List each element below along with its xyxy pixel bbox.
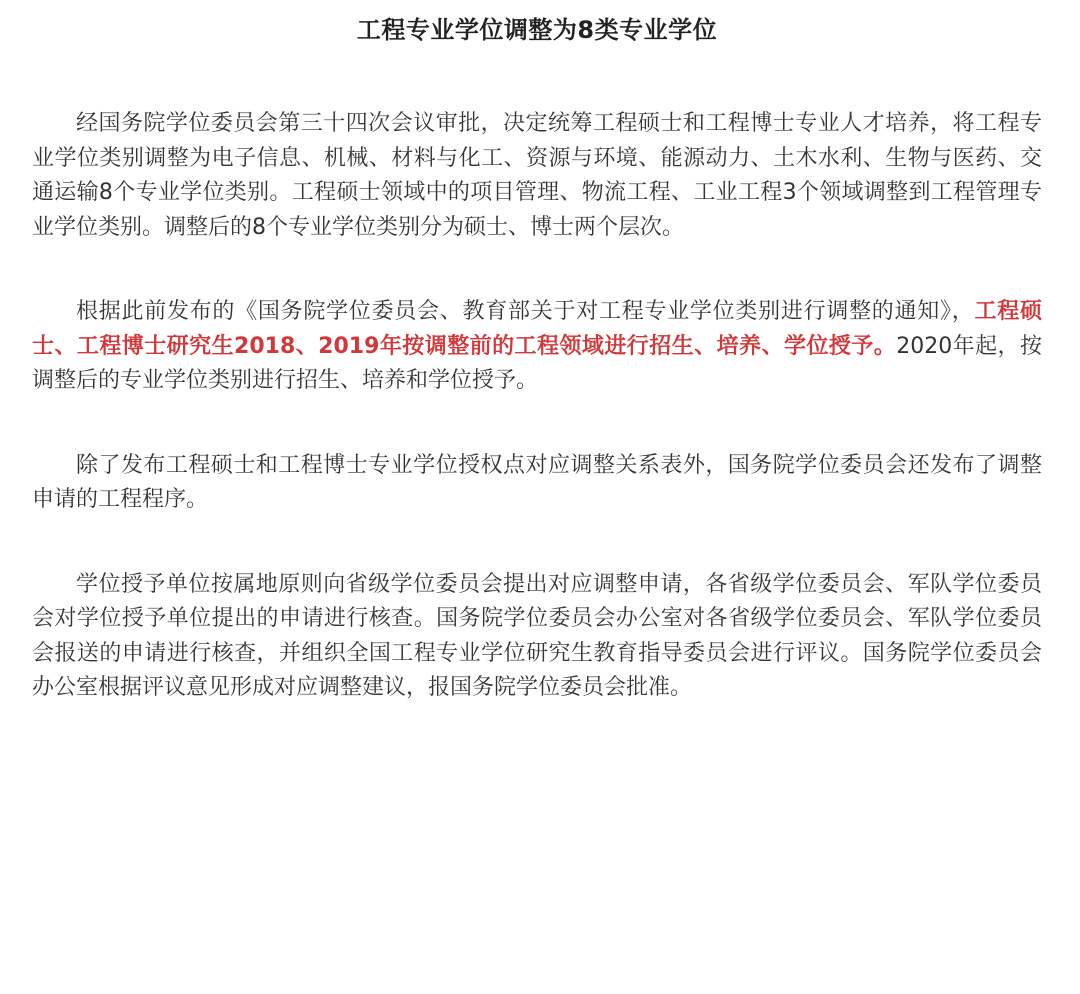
paragraph-4: 学位授予单位按属地原则向省级学位委员会提出对应调整申请，各省级学位委员会、军队学位委员会对学位授予单位提出的申请进行核查。国务院学位委员会办公室对各省级学位委员会、军队学位委员会报送的申请进行核查，并组织全国工程专业学位研究生教育指导委员会进行评议。国务院学位委员会办公室根据评议意见形成对应调整建议，报国务院学位委员会批准。 bbox=[32, 571, 1042, 700]
paragraph-2-intro: 根据此前发布的《国务院学位委员会、教育部关于对工程专业学位类别进行调整的通知》， bbox=[76, 299, 975, 324]
paragraph-2-outro: 2020年起，按调整后的专业学位类别进行招生、培养和学位授予。 bbox=[32, 333, 1042, 393]
article-title: 工程专业学位调整为8类专业学位 bbox=[356, 16, 718, 44]
paragraph-2 bbox=[32, 295, 1042, 399]
paragraph-2-highlight: 工程硕士、工程博士研究生2018、2019年按调整前的工程领域进行招生、培养、学位授予。 bbox=[32, 299, 1042, 359]
paragraph-3: 除了发布工程硕士和工程博士专业学位授权点对应调整关系表外，国务院学位委员会还发布了调整申请的工程程序。 bbox=[32, 452, 1042, 512]
paragraph-1: 经国务院学位委员会第三十四次会议审批，决定统筹工程硕士和工程博士专业人才培养，将工程专业学位类别调整为电子信息、机械、材料与化工、资源与环境、能源动力、土木水利、生物与医药、交通运输8个专业学位类别。工程硕士领域中的项目管理、物流工程、工业工程3个领域调整到工程管理专业学位类别。调整后的8个专业学位类别分为硕士、博士两个层次。 bbox=[32, 111, 1042, 240]
